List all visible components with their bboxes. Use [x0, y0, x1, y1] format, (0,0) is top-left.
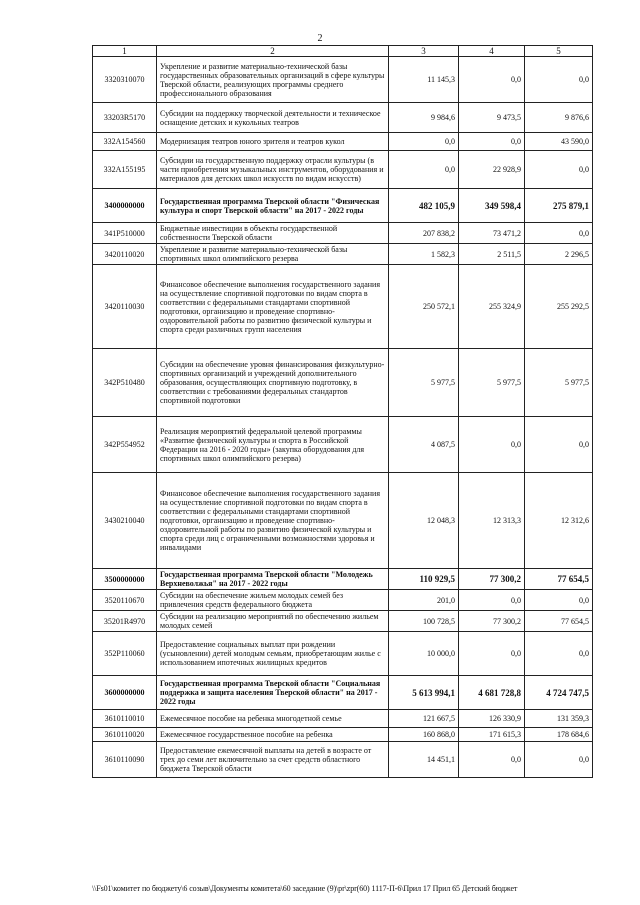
row-code: 3500000000 [93, 569, 157, 590]
row-value-col5: 12 312,6 [525, 473, 593, 569]
row-value-col3: 0,0 [389, 151, 459, 189]
row-code: 3400000000 [93, 189, 157, 223]
table-row [93, 57, 593, 103]
row-code: 332A155195 [93, 151, 157, 189]
column-header: 3 [389, 46, 459, 57]
row-value-col5: 0,0 [525, 742, 593, 778]
budget-table [92, 45, 593, 778]
row-value-col5: 77 654,5 [525, 611, 593, 632]
row-name: Реализация мероприятий федеральной целевой программы «Развитие физической культуры и спорта в Российской Федерации на 2016 - 2020 годы» (закупка оборудования для спортивных школ олимпийского резерва) [157, 417, 389, 473]
row-value-col4: 12 313,3 [459, 473, 525, 569]
row-value-col3: 201,0 [389, 590, 459, 611]
row-value-col3: 110 929,5 [389, 569, 459, 590]
row-value-col5: 2 296,5 [525, 244, 593, 265]
row-value-col3: 160 868,0 [389, 728, 459, 742]
row-name: Предоставление социальных выплат при рождении (усыновлении) детей молодым семьям, приобретающим жилье с использованием ипотечных жилищных кредитов [157, 632, 389, 676]
table-row [93, 133, 593, 151]
row-value-col5: 0,0 [525, 223, 593, 244]
table-row [93, 103, 593, 133]
row-name: Субсидии на государственную поддержку отрасли культуры (в части приобретения музыкальных инструментов, оборудования и материалов для детских школ искусств по видам искусств) [157, 151, 389, 189]
row-value-col4: 77 300,2 [459, 569, 525, 590]
table-row [93, 189, 593, 223]
table-row [93, 417, 593, 473]
table-row [93, 151, 593, 189]
row-name: Ежемесячное пособие на ребенка многодетной семье [157, 710, 389, 728]
row-code: 3520110670 [93, 590, 157, 611]
row-value-col3: 10 000,0 [389, 632, 459, 676]
row-code: 3320310070 [93, 57, 157, 103]
row-value-col4: 0,0 [459, 590, 525, 611]
row-code: 3610110090 [93, 742, 157, 778]
row-value-col5: 0,0 [525, 151, 593, 189]
row-value-col4: 255 324,9 [459, 265, 525, 349]
row-code: 3420110030 [93, 265, 157, 349]
column-header: 4 [459, 46, 525, 57]
row-value-col3: 4 087,5 [389, 417, 459, 473]
row-value-col3: 121 667,5 [389, 710, 459, 728]
row-code: 352P110060 [93, 632, 157, 676]
row-value-col4: 0,0 [459, 133, 525, 151]
table-row [93, 728, 593, 742]
row-name: Государственная программа Тверской области "Молодежь Верхневолжья" на 2017 - 2022 годы [157, 569, 389, 590]
row-name: Ежемесячное государственное пособие на ребенка [157, 728, 389, 742]
table-row [93, 265, 593, 349]
table-row [93, 223, 593, 244]
row-value-col3: 14 451,1 [389, 742, 459, 778]
row-name: Финансовое обеспечение выполнения государственного задания на осуществление спортивной подготовки по видам спорта в соответствии с федеральными стандартами спортивной подготовки, организацию и проведение спортивно-оздоровительной работы по развитию физической культуры и спорта среди различных групп населения [157, 265, 389, 349]
column-header: 1 [93, 46, 157, 57]
row-code: 342P554952 [93, 417, 157, 473]
row-name: Субсидии на реализацию мероприятий по обеспечению жильем молодых семей [157, 611, 389, 632]
row-name: Укрепление и развитие материально-технической базы государственных образовательных организаций в сфере культуры Тверской области, реализующих программы среднего профессионального образования [157, 57, 389, 103]
file-path-footer: \\Fs01\комитет по бюджету\6 созыв\Документы комитета\60 заседание (9)\pr\zpr(60) 1117-П-6\Прил 17 Прил 65 Детский бюджет [92, 884, 518, 893]
row-value-col4: 171 615,3 [459, 728, 525, 742]
row-value-col4: 73 471,2 [459, 223, 525, 244]
row-code: 332A154560 [93, 133, 157, 151]
table-row [93, 590, 593, 611]
table-row [93, 349, 593, 417]
row-value-col3: 100 728,5 [389, 611, 459, 632]
table-row [93, 676, 593, 710]
column-header: 5 [525, 46, 593, 57]
row-name: Государственная программа Тверской области "Физическая культура и спорт Тверской области" на 2017 - 2022 годы [157, 189, 389, 223]
row-value-col3: 12 048,3 [389, 473, 459, 569]
row-value-col5: 4 724 747,5 [525, 676, 593, 710]
table-row [93, 569, 593, 590]
row-code: 3610110020 [93, 728, 157, 742]
row-value-col5: 77 654,5 [525, 569, 593, 590]
row-code: 33203R5170 [93, 103, 157, 133]
row-name: Бюджетные инвестиции в объекты государственной собственности Тверской области [157, 223, 389, 244]
table-row [93, 742, 593, 778]
row-value-col4: 0,0 [459, 417, 525, 473]
row-value-col5: 131 359,3 [525, 710, 593, 728]
row-name: Субсидии на обеспечение жильем молодых семей без привлечения средств федерального бюджета [157, 590, 389, 611]
row-value-col5: 0,0 [525, 590, 593, 611]
row-code: 3420110020 [93, 244, 157, 265]
row-code: 342P510480 [93, 349, 157, 417]
row-code: 3430210040 [93, 473, 157, 569]
row-value-col5: 0,0 [525, 57, 593, 103]
row-value-col5: 9 876,6 [525, 103, 593, 133]
table-row [93, 473, 593, 569]
table-row [93, 244, 593, 265]
row-value-col3: 9 984,6 [389, 103, 459, 133]
row-value-col4: 126 330,9 [459, 710, 525, 728]
row-value-col3: 0,0 [389, 133, 459, 151]
row-code: 341P510000 [93, 223, 157, 244]
table-row [93, 710, 593, 728]
row-name: Укрепление и развитие материально-технической базы спортивных школ олимпийского резерва [157, 244, 389, 265]
table-header-row [93, 46, 593, 57]
row-value-col5: 0,0 [525, 632, 593, 676]
row-value-col5: 275 879,1 [525, 189, 593, 223]
row-value-col3: 1 582,3 [389, 244, 459, 265]
row-name: Субсидии на обеспечение уровня финансирования физкультурно-спортивных организаций и учреждений дополнительного образования, осуществляющих спортивную подготовку, в соответствии с требованиями федеральных стандартов спортивной подготовки [157, 349, 389, 417]
row-value-col4: 4 681 728,8 [459, 676, 525, 710]
column-header: 2 [157, 46, 389, 57]
row-value-col5: 178 684,6 [525, 728, 593, 742]
row-name: Предоставление ежемесячной выплаты на детей в возрасте от трех до семи лет включительно за счет средств областного бюджета Тверской области [157, 742, 389, 778]
row-value-col3: 11 145,3 [389, 57, 459, 103]
row-value-col3: 250 572,1 [389, 265, 459, 349]
row-value-col4: 77 300,2 [459, 611, 525, 632]
page-number: 2 [317, 33, 323, 44]
row-name: Модернизация театров юного зрителя и театров кукол [157, 133, 389, 151]
row-value-col4: 349 598,4 [459, 189, 525, 223]
row-name: Финансовое обеспечение выполнения государственного задания на осуществление спортивной подготовки по видам спорта в соответствии с федеральными стандартами спортивной подготовки, организацию и проведение спортивно-оздоровительной работы по развитию физической культуры и спорта среди лиц с ограниченными возможностями здоровья и инвалидами [157, 473, 389, 569]
row-value-col4: 22 928,9 [459, 151, 525, 189]
row-value-col4: 9 473,5 [459, 103, 525, 133]
row-value-col3: 5 977,5 [389, 349, 459, 417]
row-code: 3610110010 [93, 710, 157, 728]
row-value-col3: 5 613 994,1 [389, 676, 459, 710]
row-value-col4: 5 977,5 [459, 349, 525, 417]
row-value-col4: 0,0 [459, 632, 525, 676]
row-code: 35201R4970 [93, 611, 157, 632]
row-value-col5: 43 590,0 [525, 133, 593, 151]
row-value-col5: 0,0 [525, 417, 593, 473]
row-value-col4: 2 511,5 [459, 244, 525, 265]
table-row [93, 632, 593, 676]
table-row [93, 611, 593, 632]
row-value-col4: 0,0 [459, 742, 525, 778]
row-value-col3: 207 838,2 [389, 223, 459, 244]
row-name: Субсидии на поддержку творческой деятельности и техническое оснащение детских и кукольных театров [157, 103, 389, 133]
row-value-col5: 255 292,5 [525, 265, 593, 349]
row-value-col5: 5 977,5 [525, 349, 593, 417]
row-value-col3: 482 105,9 [389, 189, 459, 223]
row-value-col4: 0,0 [459, 57, 525, 103]
row-name: Государственная программа Тверской области "Социальная поддержка и защита населения Тверской области" на 2017 - 2022 годы [157, 676, 389, 710]
row-code: 3600000000 [93, 676, 157, 710]
